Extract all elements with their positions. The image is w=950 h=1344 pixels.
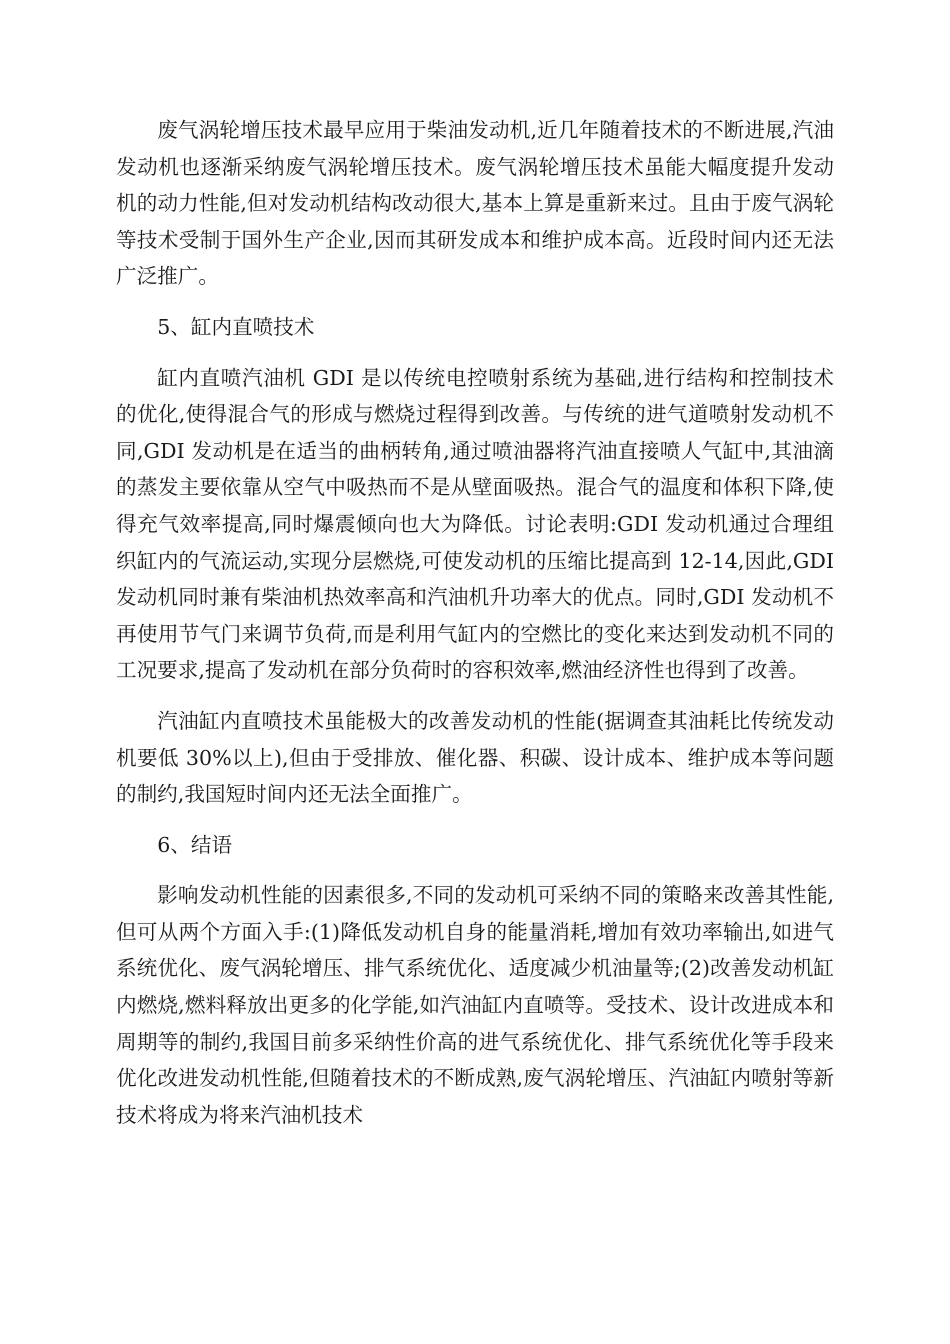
paragraph-turbocharging: 废气涡轮增压技术最早应用于柴油发动机,近几年随着技术的不断进展,汽油发动机也逐渐采纳废气涡轮增压技术。废气涡轮增压技术虽能大幅度提升发动机的动力性能,但对发动机结构改动很大,基本上算是重新来过。且由于废气涡轮等技术受制于国外生产企业,因而其研发成本和维护成本高。近段时间内还无法广泛推广。 — [116, 118, 834, 289]
paragraph-conclusion: 影响发动机性能的因素很多,不同的发动机可采纳不同的策略来改善其性能,但可从两个方面入手:(1)降低发动机自身的能量消耗,增加有效功率输出,如进气系统优化、废气涡轮增压、排气系统优化、适度减少机油量等;(2)改善发动机缸内燃烧,燃料释放出更多的化学能,如汽油缸内直喷等。受技术、设计改进成本和周期等的制约,我国目前多采纳性价高的进气系统优化、排气系统优化等手段来优化改进发动机性能,但随着技术的不断成熟,废气涡轮增压、汽油缸内喷射等新技术将成为将来汽油机技术 — [116, 883, 834, 1127]
paragraph-gdi-principle: 缸内直喷汽油机 GDI 是以传统电控喷射系统为基础,进行结构和控制技术的优化,使得混合气的形成与燃烧过程得到改善。与传统的进气道喷射发动机不同,GDI 发动机是在适当的曲柄转角,通过喷油器将汽油直接喷人气缸中,其油滴的蒸发主要依靠从空气中吸热而不是从壁面吸热。混合气的温度和体积下降,使得充气效率提高,同时爆震倾向也大为降低。讨论表明:GDI 发动机通过合理组织缸内的气流运动,实现分层燃烧,可使发动机的压缩比提高到 12-14,因此,GDI 发动机同时兼有柴油机热效率高和汽油机升功率大的优点。同时,GDI 发动机不再使用节气门来调节负荷,而是利用气缸内的空燃比的变化来达到发动机不同的工况要求,提高了发动机在部分负荷时的容积效率,燃油经济性也得到了改善。 — [116, 365, 834, 683]
section-heading-conclusion: 6、结语 — [157, 832, 233, 857]
document-body — [116, 112, 834, 1147]
paragraph-gdi-limitations: 汽油缸内直喷技术虽能极大的改善发动机的性能(据调查其油耗比传统发动机要低 30%以上),但由于受排放、催化器、积碳、设计成本、维护成本等问题的制约,我国短时间内还无法全面推广。 — [116, 708, 834, 807]
section-heading-direct-injection: 5、缸内直喷技术 — [157, 314, 315, 339]
